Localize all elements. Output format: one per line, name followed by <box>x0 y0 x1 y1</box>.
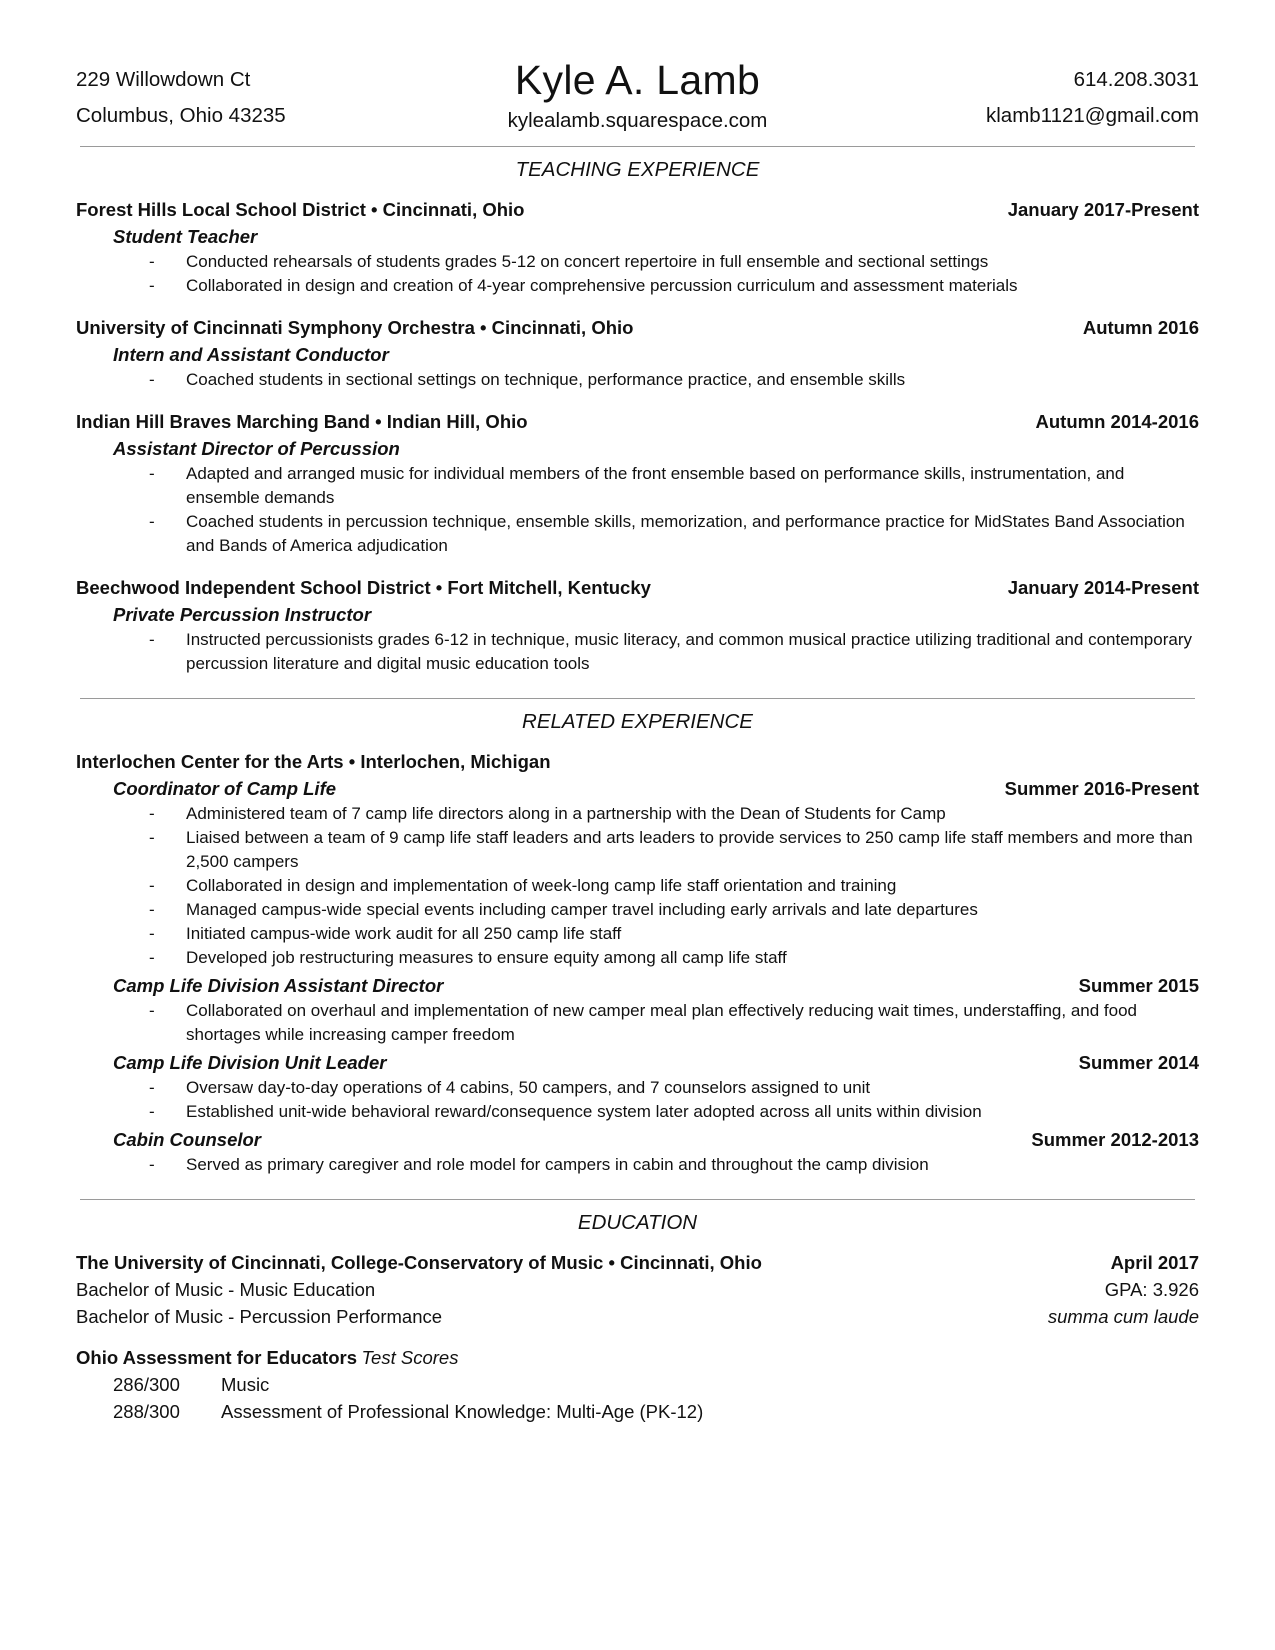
score-subject: Assessment of Professional Knowledge: Multi-Age (PK-12) <box>221 1401 704 1422</box>
section-title-related: RELATED EXPERIENCE <box>522 710 753 733</box>
bullet-item: - Managed campus-wide special events including camper travel including early arrivals and late departures <box>186 898 1199 922</box>
entry-role: Assistant Director of Percussion <box>113 438 400 459</box>
entry-role: Private Percussion Instructor <box>113 604 372 625</box>
bullet-item: - Instructed percussionists grades 6-12 in technique, music literacy, and common musical practice utilizing traditional and contemporary percussion literature and digital music education tools <box>186 628 1199 676</box>
entry-date: Summer 2016-Present <box>1004 778 1199 799</box>
bullet-item: - Oversaw day-to-day operations of 4 cabins, 50 campers, and 7 counselors assigned to unit <box>186 1076 1199 1100</box>
entry-organization: Indian Hill Braves Marching Band • Indian Hill, Ohio <box>76 411 528 432</box>
address-block <box>76 56 508 134</box>
teaching-entry <box>76 574 1199 676</box>
tests-title: Ohio Assessment for Educators <box>76 1347 357 1368</box>
related-entry <box>76 748 1199 1177</box>
entry-bullets <box>76 1076 1199 1124</box>
entry-date: Summer 2012-2013 <box>1031 1129 1199 1150</box>
contact-block <box>767 56 1199 134</box>
related-role <box>76 1049 1199 1124</box>
entry-role: Camp Life Division Assistant Director <box>113 975 444 996</box>
entry-role: Intern and Assistant Conductor <box>113 344 389 365</box>
entry-bullets <box>76 368 1199 392</box>
bullet-item: - Coached students in sectional settings on technique, performance practice, and ensemble skills <box>186 368 1199 392</box>
related-role <box>76 1126 1199 1177</box>
entry-date: Autumn 2014-2016 <box>1035 411 1199 432</box>
entry-bullets <box>76 628 1199 676</box>
divider <box>80 146 1195 147</box>
related-role <box>76 972 1199 1047</box>
entry-organization: Interlochen Center for the Arts • Interlochen, Michigan <box>76 751 551 772</box>
bullet-item: - Conducted rehearsals of students grades 5-12 on concert repertoire in full ensemble and sectional settings <box>186 250 1199 274</box>
entry-bullets <box>76 462 1199 558</box>
entry-organization: Beechwood Independent School District • Fort Mitchell, Kentucky <box>76 577 651 598</box>
bullet-item: - Administered team of 7 camp life directors along in a partnership with the Dean of Students for Camp <box>186 802 1199 826</box>
entry-date: Summer 2014 <box>1078 1052 1199 1073</box>
school-name: The University of Cincinnati, College-Conservatory of Music • Cincinnati, Ohio <box>76 1252 762 1273</box>
email-link[interactable]: klamb1121@gmail.com <box>986 104 1199 127</box>
bullet-item: - Initiated campus-wide work audit for all 250 camp life staff <box>186 922 1199 946</box>
entry-role: Student Teacher <box>113 226 258 247</box>
score-value: 288/300 <box>113 1401 180 1422</box>
section-title-education: EDUCATION <box>577 1211 698 1234</box>
honors: summa cum laude <box>1047 1306 1199 1327</box>
phone-number: 614.208.3031 <box>1073 68 1199 91</box>
bullet-item: - Established unit-wide behavioral reward/consequence system later adopted across all units within division <box>186 1100 1199 1124</box>
entry-date: Summer 2015 <box>1078 975 1199 996</box>
score-value: 286/300 <box>113 1374 180 1395</box>
entry-bullets <box>76 250 1199 298</box>
graduation-date: April 2017 <box>1110 1252 1199 1273</box>
teaching-entry <box>76 314 1199 392</box>
entry-bullets <box>76 1153 1199 1177</box>
entry-role: Coordinator of Camp Life <box>113 778 337 799</box>
test-scores <box>76 1344 1199 1425</box>
gpa: GPA: 3.926 <box>1104 1279 1199 1300</box>
address-line-2: Columbus, Ohio 43235 <box>76 104 286 127</box>
entry-organization: University of Cincinnati Symphony Orchestra • Cincinnati, Ohio <box>76 317 634 338</box>
entry-date: Autumn 2016 <box>1082 317 1199 338</box>
divider <box>80 1199 1195 1200</box>
section-title-teaching: TEACHING EXPERIENCE <box>515 158 760 181</box>
candidate-name: Kyle A. Lamb <box>514 57 761 103</box>
resume-header <box>76 56 1199 136</box>
bullet-item: - Adapted and arranged music for individual members of the front ensemble based on performance skills, instrumentation, and ensemble demands <box>186 462 1199 510</box>
bullet-item: - Liaised between a team of 9 camp life staff leaders and arts leaders to provide services to 250 camp life staff members and more than 2,500 campers <box>186 826 1199 874</box>
degree-2: Bachelor of Music - Percussion Performance <box>76 1306 443 1327</box>
bullet-item: - Collaborated on overhaul and implementation of new camper meal plan effectively reducing wait times, understaffing, and food shortages while increasing camper freedom <box>186 999 1199 1047</box>
bullet-item: - Developed job restructuring measures to ensure equity among all camp life staff <box>186 946 1199 970</box>
bullet-item: - Collaborated in design and implementation of week-long camp life staff orientation and training <box>186 874 1199 898</box>
degree-1: Bachelor of Music - Music Education <box>76 1279 376 1300</box>
bullet-item: - Served as primary caregiver and role model for campers in cabin and throughout the camp division <box>186 1153 1199 1177</box>
bullet-item: - Collaborated in design and creation of 4-year comprehensive percussion curriculum and assessment materials <box>186 274 1199 298</box>
entry-bullets <box>76 802 1199 970</box>
score-row <box>76 1371 1199 1398</box>
score-subject: Music <box>221 1374 270 1395</box>
address-line-1: 229 Willowdown Ct <box>76 68 251 91</box>
entry-organization: Forest Hills Local School District • Cincinnati, Ohio <box>76 199 525 220</box>
divider <box>80 698 1195 699</box>
name-block <box>508 56 768 136</box>
score-row <box>76 1398 1199 1425</box>
website-link[interactable]: kylealamb.squarespace.com <box>507 109 768 132</box>
teaching-entry <box>76 408 1199 558</box>
entry-role: Cabin Counselor <box>113 1129 262 1150</box>
entry-bullets <box>76 999 1199 1047</box>
entry-role: Camp Life Division Unit Leader <box>113 1052 387 1073</box>
tests-subtitle: Test Scores <box>361 1347 459 1368</box>
entry-date: January 2017-Present <box>1007 199 1199 220</box>
education-entry <box>76 1249 1199 1425</box>
bullet-item: - Coached students in percussion technique, ensemble skills, memorization, and performance practice for MidStates Band Association and Bands of America adjudication <box>186 510 1199 558</box>
teaching-entry <box>76 196 1199 298</box>
entry-date: January 2014-Present <box>1007 577 1199 598</box>
related-role <box>76 775 1199 970</box>
